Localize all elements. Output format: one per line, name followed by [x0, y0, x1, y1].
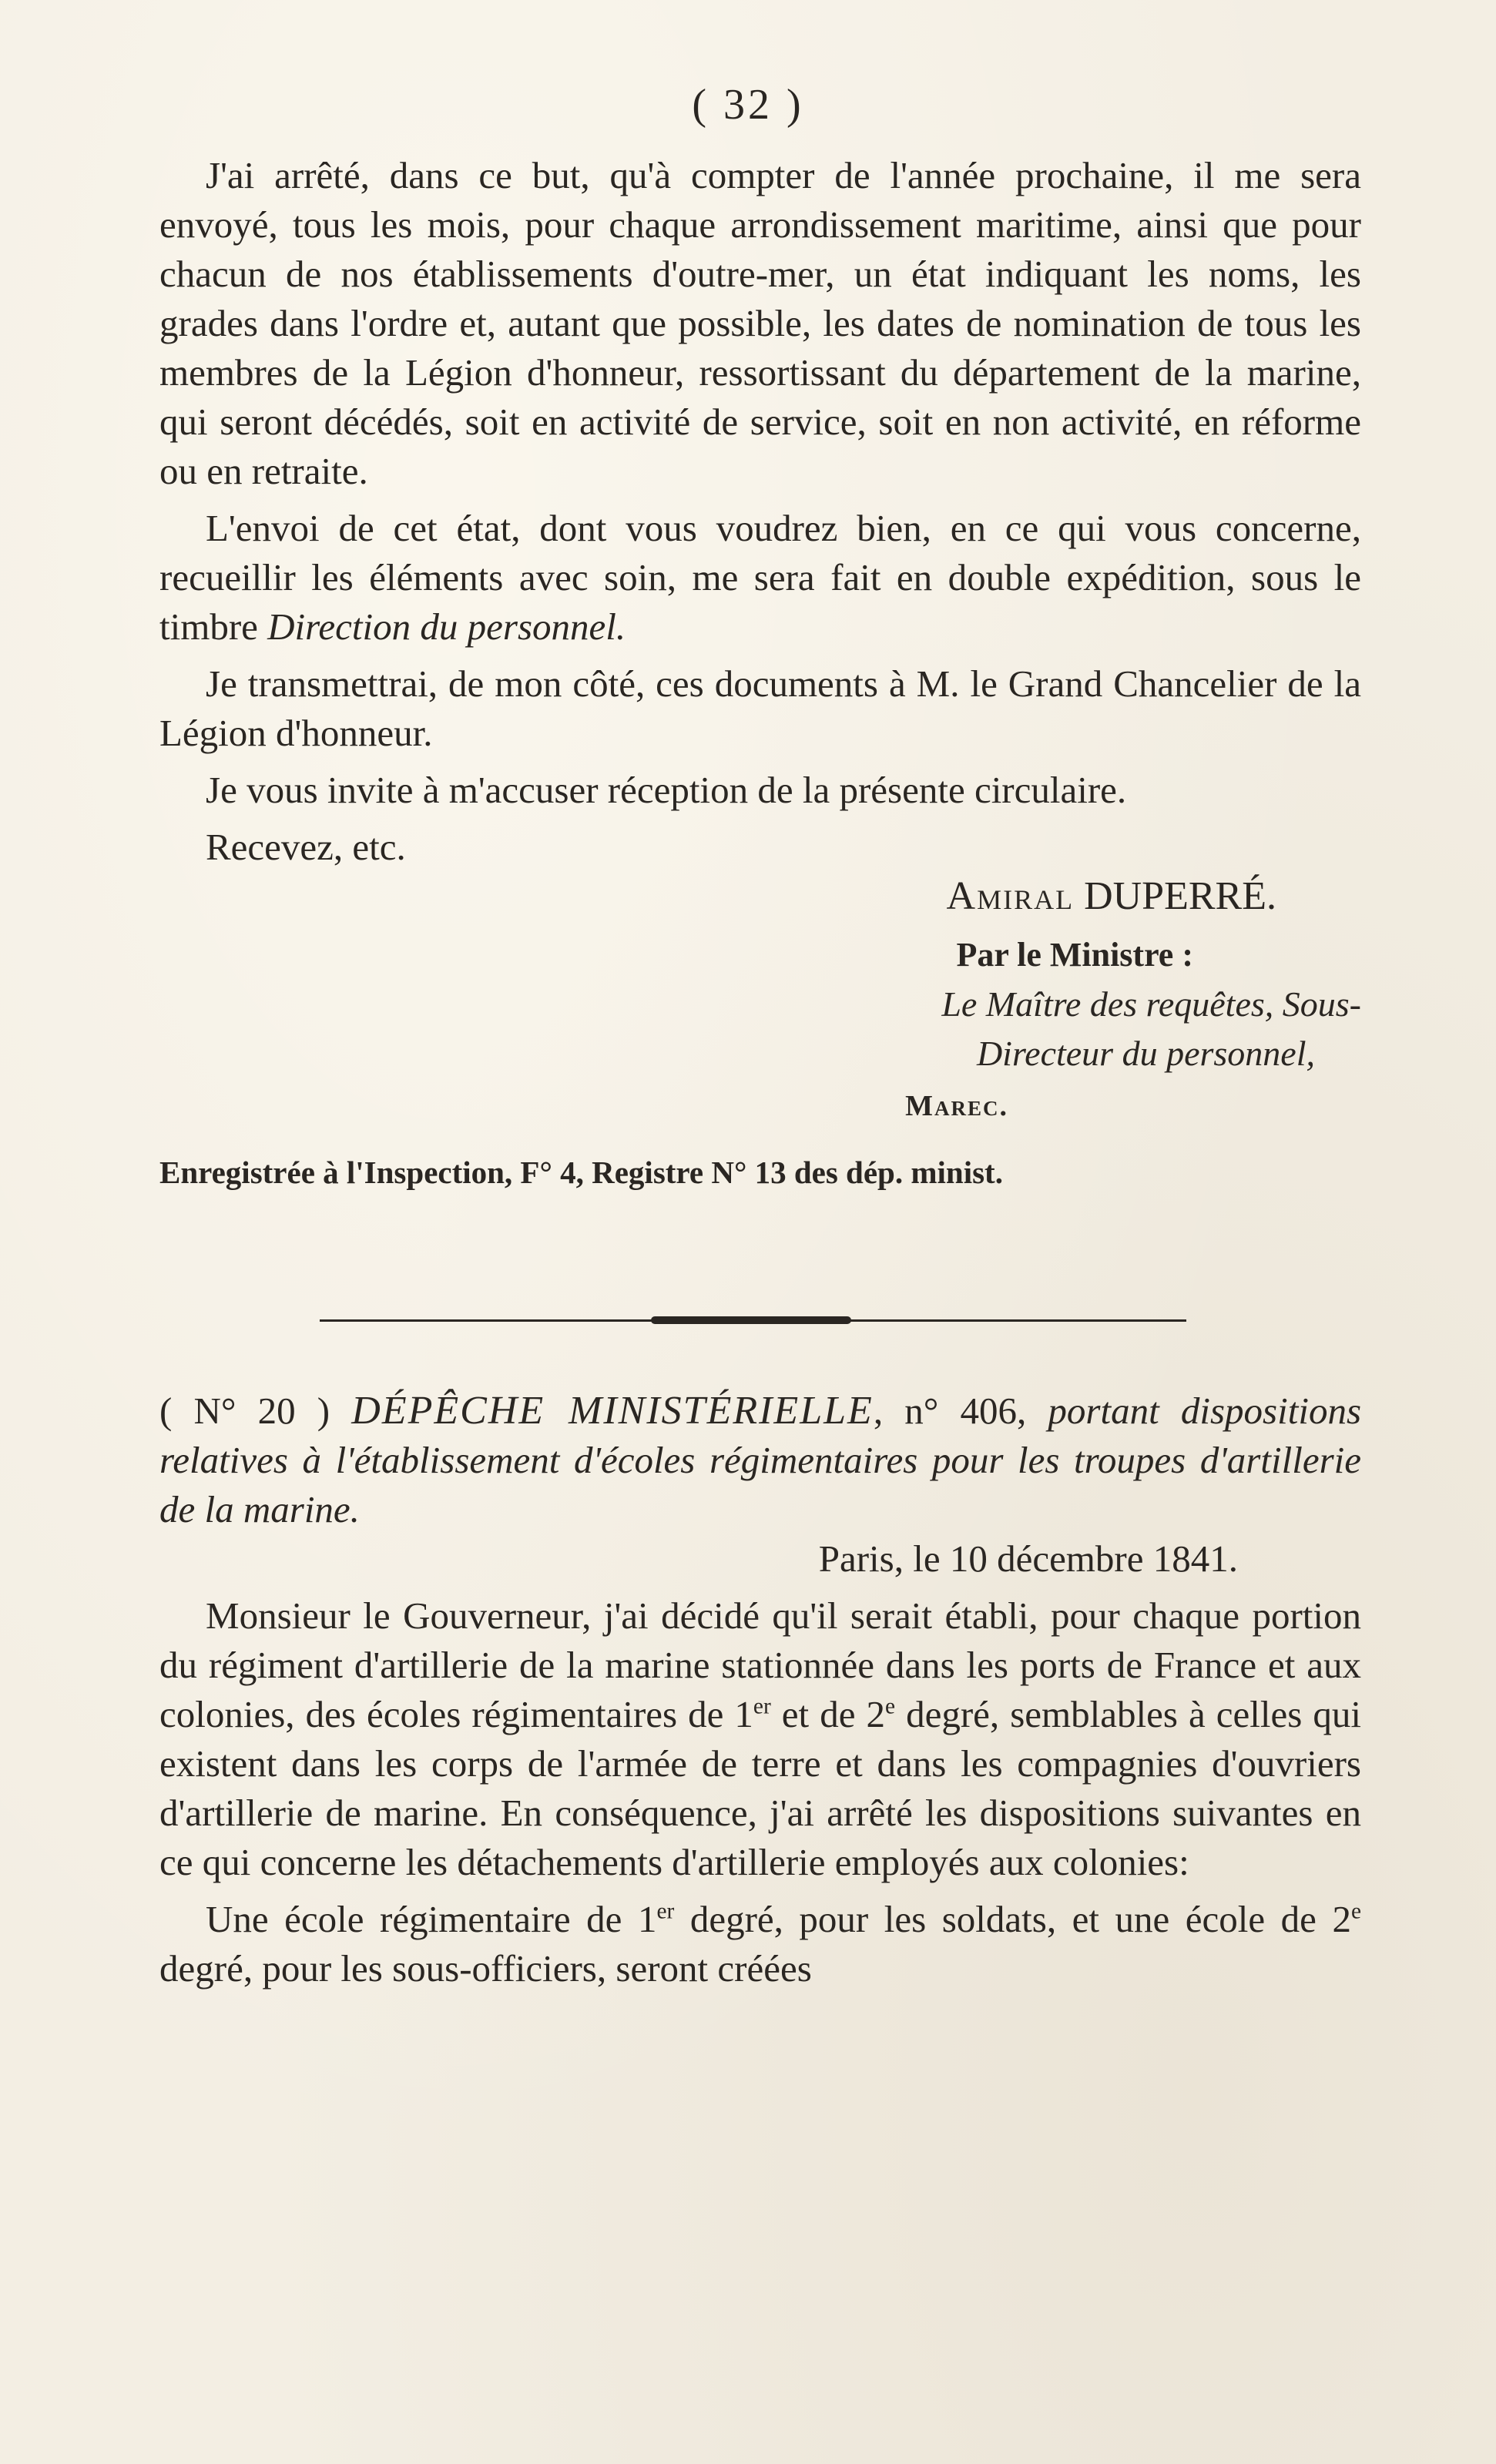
paragraph-monsieur-part-c: degré, semblables à celles qui existent dans les corps de l'armée de terre et dans les compagnies d'ouvriers d'artillerie de marine. En conséquence, j'ai arrêté les dispositions suivantes en ce qui concerne les détachements d'artillerie employés aux colonies: — [159, 1693, 1361, 1883]
paragraph-monsieur-le-gouverneur — [159, 1591, 1361, 1887]
paragraph-recevez: Recevez, etc. — [206, 826, 406, 868]
depeche-heading — [159, 1386, 1361, 1534]
maitre-des-requetes-line1: Le Maître des requêtes, Sous- — [941, 984, 1361, 1024]
signature-name: DUPERRÉ. — [1084, 874, 1276, 918]
paragraph-accuse-reception: Je vous invite à m'accuser réception de la présente circulaire. — [206, 769, 1127, 811]
depeche-number: ( N° 20 ) — [159, 1390, 330, 1432]
paragraph-transmission: Je transmettrai, de mon côté, ces documents à M. le Grand Chancelier de la Légion d'honneur. — [159, 662, 1361, 754]
superscript-er: er — [753, 1694, 771, 1719]
direction-du-personnel: Direction du personnel. — [267, 605, 626, 648]
paragraph-ecole-part-b: degré, pour les soldats, et une école de 2 — [674, 1898, 1351, 1940]
depeche-section — [159, 1386, 1361, 1993]
signature-amiral — [159, 872, 1361, 921]
maitre-des-requetes-line2: Directeur du personnel, — [976, 1034, 1315, 1073]
superscript-e-2: e — [1350, 1899, 1361, 1924]
signature-marec: Marec. — [905, 1090, 1008, 1122]
paragraph-double-expedition-text: L'envoi de cet état, dont vous voudrez bien, en ce qui vous concerne, recueillir les éléments avec soin, me sera fait en double expédition, sous le timbre — [159, 507, 1361, 648]
depeche-title: DÉPÊCHE MINISTÉRIELLE — [351, 1389, 874, 1433]
paragraph-monsieur-part-b: et de 2 — [770, 1693, 886, 1735]
superscript-er-2: er — [656, 1899, 675, 1924]
paragraph-ecole-part-a: Une école régimentaire de 1 — [206, 1898, 657, 1940]
paragraph-ecole-part-c: degré, pour les sous-officiers, seront créées — [159, 1947, 812, 1990]
paragraph-double-expedition — [159, 504, 1361, 652]
circular-body — [159, 151, 1361, 1197]
enregistrement-note: Enregistrée à l'Inspection, F° 4, Registre N° 13 des dép. minist. — [159, 1155, 1003, 1190]
depeche-ref-number: , n° 406, — [873, 1390, 1048, 1432]
date-line: Paris, le 10 décembre 1841. — [818, 1537, 1238, 1580]
signature-rank: Amiral — [946, 874, 1075, 918]
paragraph-ecole-regimentaire — [159, 1895, 1361, 1993]
paragraph-monsieur-part-a: Monsieur le Gouverneur, j'ai décidé qu'il serait établi, pour chaque portion du régiment d'artillerie de la marine stationnée dans les ports de France et aux colonies, des écoles régimentaires de 1 — [159, 1594, 1361, 1735]
superscript-e: e — [885, 1694, 896, 1719]
depeche-subject: portant dispositions relatives à l'établissement d'écoles régimentaires pour les troupes d'artillerie de la marine. — [159, 1390, 1362, 1530]
par-le-ministre: Par le Ministre : — [956, 936, 1193, 974]
section-divider-ornament — [651, 1316, 851, 1324]
paragraph-envoi-mensuel: J'ai arrêté, dans ce but, qu'à compter de l'année prochaine, il me sera envoyé, tous les mois, pour chaque arrondissement maritime, ainsi que pour chacun de nos établissements d'outre-mer, un état indiquant les noms, les grades dans l'ordre et, autant que possible, les dates de nomination de tous les membres de la Légion d'honneur, ressortissant du département de la marine, qui seront décédés, soit en activité de service, soit en non activité, en réforme ou en retraite. — [159, 154, 1361, 492]
page-number: ( 32 ) — [692, 81, 804, 129]
